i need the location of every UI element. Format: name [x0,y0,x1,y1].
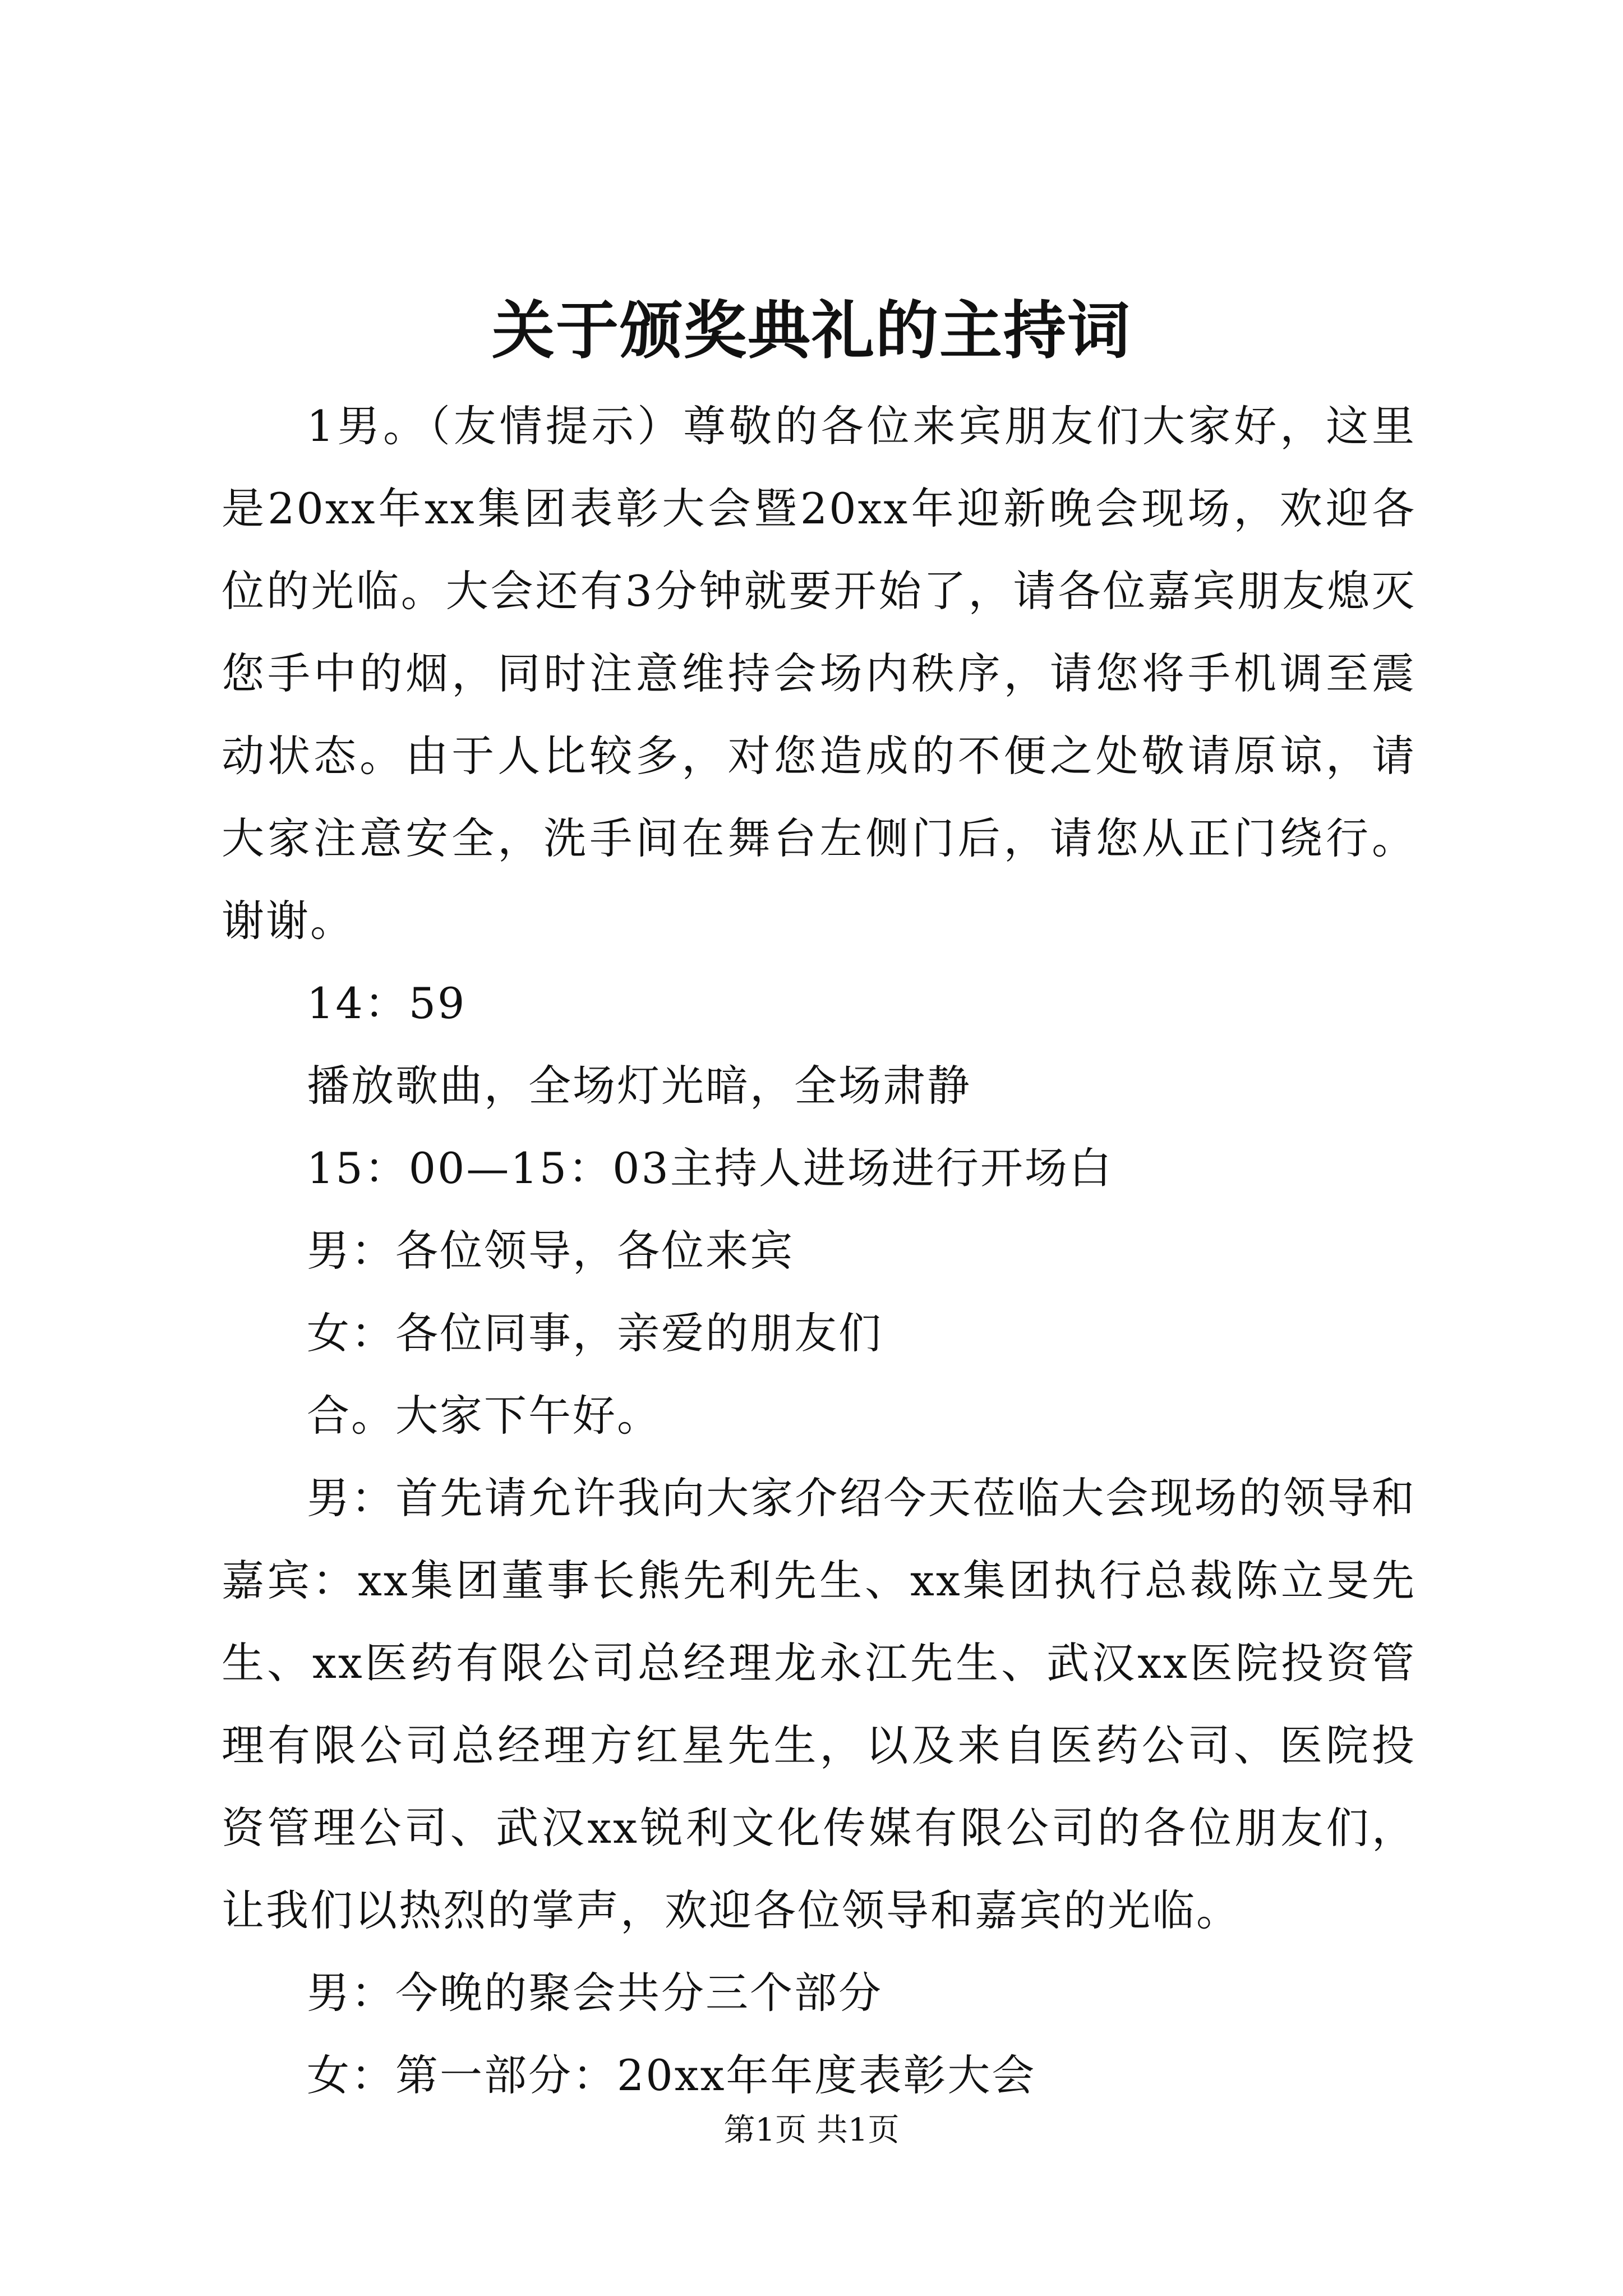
paragraph-three-parts: 男：今晚的聚会共分三个部分 [307,1968,883,2018]
document-body [222,385,1416,2116]
paragraph-opening-time: 15：00—15：03主持人进场进行开场白 [307,1143,1113,1193]
document-title: 关于颁奖典礼的主持词 [492,294,1131,367]
paragraph-together: 合。大家下午好。 [307,1391,661,1441]
paragraph-male-greeting: 男：各位领导，各位来宾 [307,1226,794,1276]
paragraph-intro: 1男。（友情提示）尊敬的各位来宾朋友们大家好，这里是20xx年xx集团表彰大会暨20xx年迎新晚会现场，欢迎各位的光临。大会还有3分钟就要开始了，请各位嘉宾朋友熄灭您手中的烟，同时注意维持会场内秩序，请您将手机调至震动状态。由于人比较多，对您造成的不便之处敬请原谅，请大家注意安全，洗手间在舞台左侧门后，请您从正门绕行。谢谢。 [222,401,1416,946]
paragraph-music: 播放歌曲，全场灯光暗，全场肃静 [307,1061,971,1111]
paragraph-part-one: 女：第一部分：20xx年年度表彰大会 [307,2050,1036,2100]
paragraph-female-greeting: 女：各位同事，亲爱的朋友们 [307,1308,883,1358]
paragraph-guest-introduction: 男：首先请允许我向大家介绍今天莅临大会现场的领导和嘉宾：xx集团董事长熊先利先生、xx集团执行总裁陈立旻先生、xx医药有限公司总经理龙永江先生、武汉xx医院投资管理有限公司总经理方红星先生，以及来自医药公司、医院投资管理公司、武汉xx锐利文化传媒有限公司的各位朋友们，让我们以热烈的掌声，欢迎各位领导和嘉宾的光临。 [222,1473,1416,1935]
page-footer: 第1页 共1页 [723,2112,900,2148]
paragraph-time-1459: 14：59 [307,978,467,1028]
